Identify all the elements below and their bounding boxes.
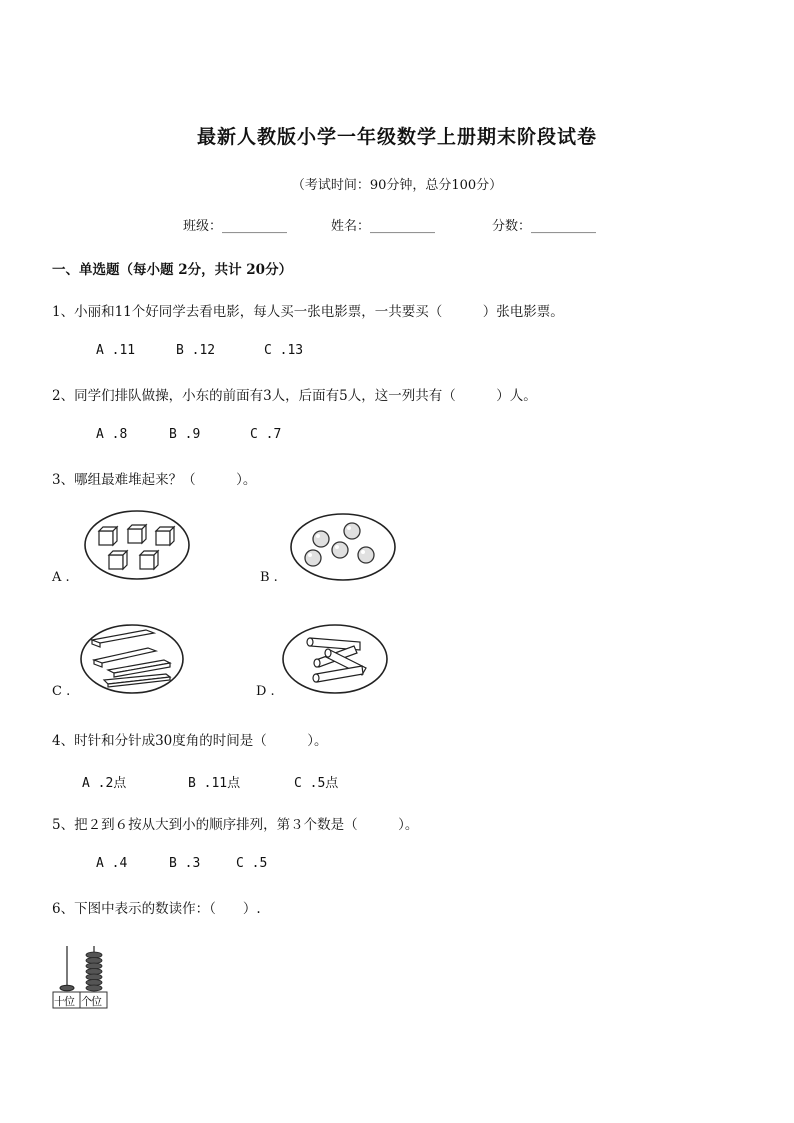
page-title: 最新人教版小学一年级数学上册期末阶段试卷 xyxy=(196,126,597,148)
q3-option-b[interactable]: B . xyxy=(260,570,278,585)
q5-option-b[interactable]: B .3 xyxy=(169,856,201,871)
section-heading: 一、单选题（每小题 2分，共计 20分） xyxy=(52,262,293,278)
class-field[interactable]: 班级：__________ xyxy=(183,219,288,234)
q2-option-a[interactable]: A .8 xyxy=(96,427,128,442)
score-field[interactable]: 分数：__________ xyxy=(492,219,597,234)
boards-picture[interactable] xyxy=(78,622,188,696)
q3-option-a[interactable]: A . xyxy=(52,570,70,585)
q3-option-c[interactable]: C . xyxy=(52,684,71,699)
q4-option-c[interactable]: C .5点 xyxy=(294,776,339,791)
q1-option-b[interactable]: B .12 xyxy=(176,343,216,358)
question-6: 6、下图中表示的数读作：（ ）. xyxy=(52,901,261,917)
q2-option-b[interactable]: B .9 xyxy=(169,427,201,442)
question-5: 5、把２到６按从大到小的顺序排列，第３个数是（ ）。 xyxy=(52,817,419,833)
question-2: 2、同学们排队做操，小东的前面有3人，后面有5人，这一列共有（ ）人。 xyxy=(52,388,537,404)
name-field[interactable]: 姓名：__________ xyxy=(331,219,436,234)
q3-option-d[interactable]: D . xyxy=(256,684,275,699)
q1-option-a[interactable]: A .11 xyxy=(96,343,136,358)
exam-subtitle: （考试时间：90分钟，总分100分） xyxy=(291,178,503,193)
q5-option-c[interactable]: C .5 xyxy=(236,856,268,871)
question-4: 4、时针和分针成30度角的时间是（ ）。 xyxy=(52,733,328,749)
cylinders-picture[interactable] xyxy=(280,622,390,696)
q4-option-b[interactable]: B .11点 xyxy=(188,776,241,791)
q1-option-c[interactable]: C .13 xyxy=(264,343,304,358)
cubes-picture[interactable] xyxy=(82,508,192,582)
q4-option-a[interactable]: A .2点 xyxy=(82,776,127,791)
q5-option-a[interactable]: A .4 xyxy=(96,856,128,871)
q2-option-c[interactable]: C .7 xyxy=(250,427,282,442)
question-3: 3、哪组最难堆起来？（ ）。 xyxy=(52,472,257,488)
abacus-ones-label: 个位 xyxy=(81,995,101,1008)
abacus-tens-label: 十位 xyxy=(54,995,74,1008)
question-1: 1、小丽和11个好同学去看电影，每人买一张电影票，一共要买（ ）张电影票。 xyxy=(52,304,564,320)
balls-picture[interactable] xyxy=(288,510,398,584)
